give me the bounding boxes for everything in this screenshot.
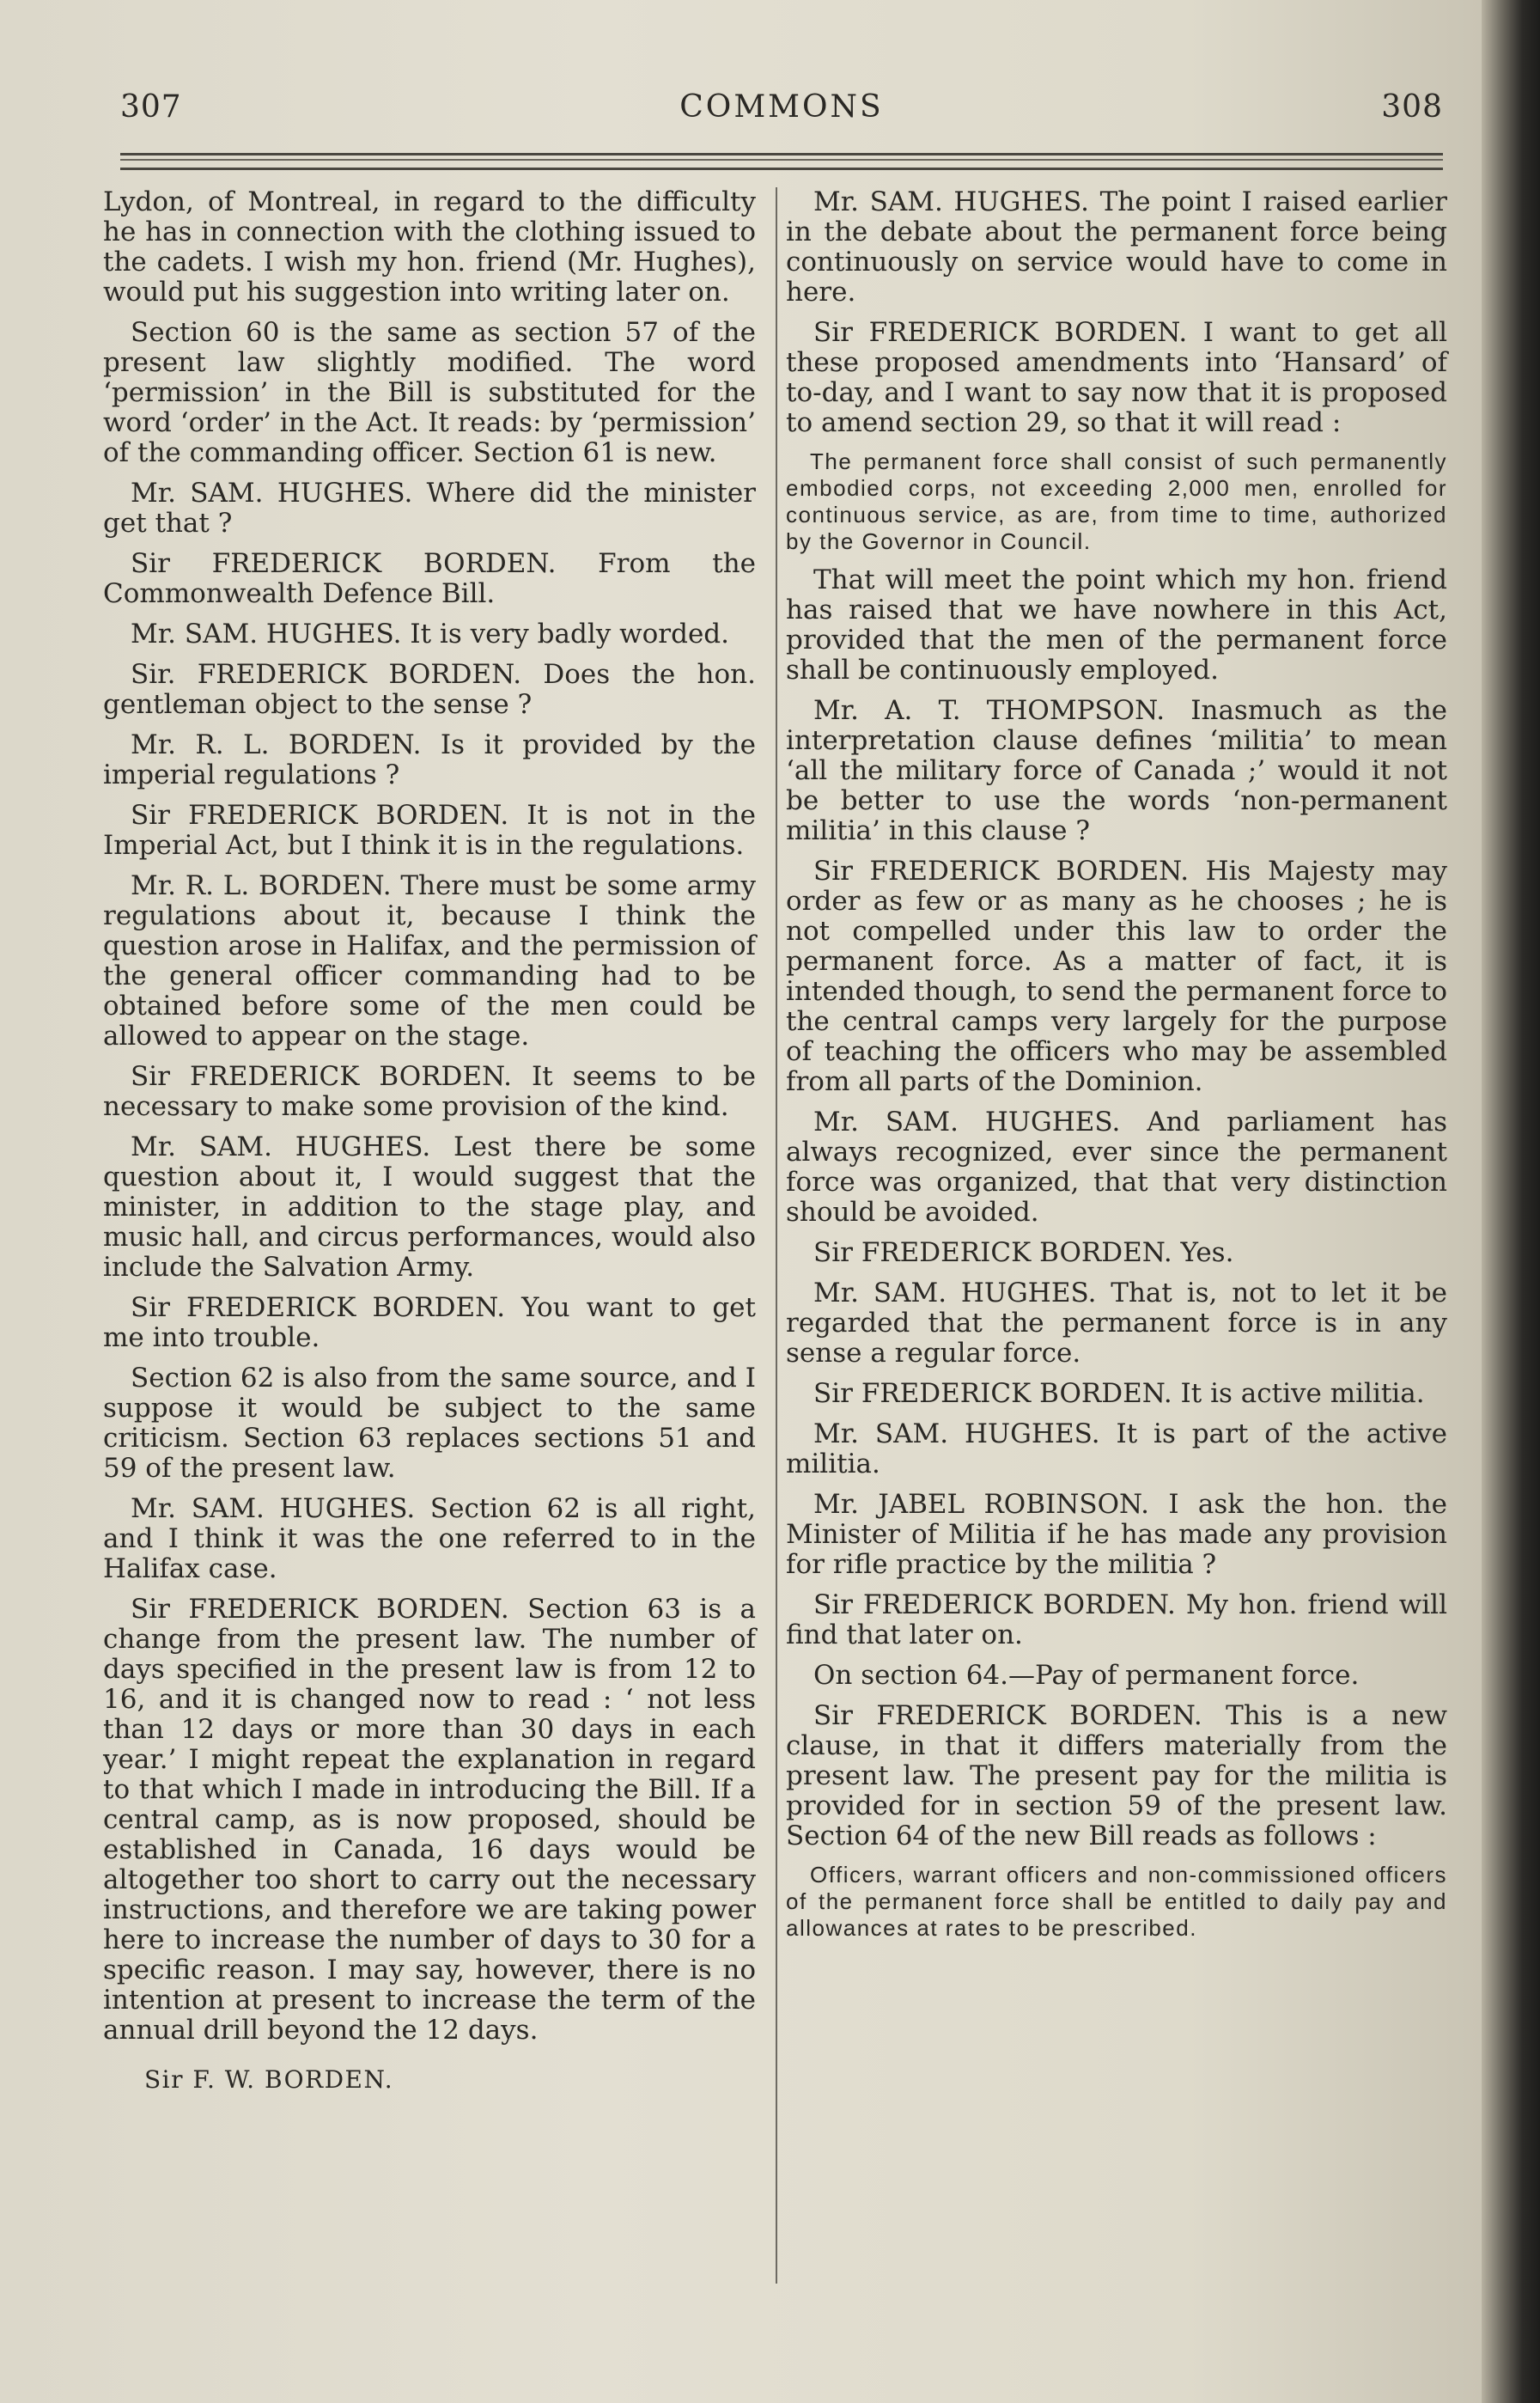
paragraph: Sir FREDERICK BORDEN. It seems to be necessary to make some provision of the kind. bbox=[103, 1061, 756, 1122]
paragraph: Mr. SAM. HUGHES. Lest there be some question about it, I would suggest that the minister, in addition to the stage play, and music hall, and circus performances, would also include the Salvation Army. bbox=[103, 1131, 756, 1283]
right-page-number: 308 bbox=[1381, 89, 1443, 125]
book-spine bbox=[1482, 0, 1540, 2403]
paragraph: Sir FREDERICK BORDEN. His Majesty may order as few or as many as he chooses ; he is not compelled under this law to order the permanent force. As a matter of fact, it is intended though, to send the permanent force to the central camps very largely for the purpose of teaching the officers who may be assembled from all parts of the Dominion. bbox=[786, 856, 1447, 1097]
page-signature: Sir F. W. BORDEN. bbox=[144, 2065, 394, 2094]
quoted-clause: The permanent force shall consist of such permanently embodied corps, not exceeding 2,000 men, enrolled for continuous service, as are, from time to time, authorized by the Governor in Council. bbox=[786, 448, 1447, 554]
paragraph: Sir FREDERICK BORDEN. My hon. friend will find that later on. bbox=[786, 1589, 1447, 1650]
page-header bbox=[120, 89, 1443, 132]
paragraph: Mr. SAM. HUGHES. And parliament has always recognized, ever since the permanent force was organized, that that very distinction should be avoided. bbox=[786, 1107, 1447, 1228]
paragraph: Mr. SAM. HUGHES. Section 62 is all right, and I think it was the one referred to in the Halifax case. bbox=[103, 1493, 756, 1584]
paragraph: Sir FREDERICK BORDEN. It is not in the Imperial Act, but I think it is in the regulations. bbox=[103, 800, 756, 861]
paragraph: Sir FREDERICK BORDEN. You want to get me into trouble. bbox=[103, 1292, 756, 1353]
paragraph: Sir. FREDERICK BORDEN. Does the hon. gentleman object to the sense ? bbox=[103, 659, 756, 720]
paragraph: Mr. R. L. BORDEN. Is it provided by the imperial regulations ? bbox=[103, 729, 756, 790]
paragraph: Mr. R. L. BORDEN. There must be some army regulations about it, because I think the question arose in Halifax, and the permission of the general officer commanding had to be obtained before some of the men could be allowed to appear on the stage. bbox=[103, 870, 756, 1052]
paragraph: Sir FREDERICK BORDEN. From the Commonwealth Defence Bill. bbox=[103, 548, 756, 609]
running-title: COMMONS bbox=[679, 89, 884, 125]
paragraph: Mr. SAM. HUGHES. It is part of the active militia. bbox=[786, 1418, 1447, 1479]
paragraph: Sir FREDERICK BORDEN. This is a new clause, in that it differs materially from the present law. The present pay for the militia is provided for in section 59 of the present law. Section 64 of the new Bill reads as follows : bbox=[786, 1700, 1447, 1851]
paragraph: Sir FREDERICK BORDEN. I want to get all these proposed amendments into ‘Hansard’ of to-day, and I want to say now that it is proposed to amend section 29, so that it will read : bbox=[786, 317, 1447, 438]
paragraph: Mr. SAM. HUGHES. The point I raised earlier in the debate about the permanent force being continuously on service would have to come in here. bbox=[786, 186, 1447, 308]
paragraph: Lydon, of Montreal, in regard to the difficulty he has in connection with the clothing issued to the cadets. I wish my hon. friend (Mr. Hughes), would put his suggestion into writing later on. bbox=[103, 186, 756, 308]
paragraph: That will meet the point which my hon. friend has raised that we have nowhere in this Act, provided that the men of the permanent force shall be continuously employed. bbox=[786, 564, 1447, 686]
paragraph: Mr. SAM. HUGHES. That is, not to let it be regarded that the permanent force is in any sense a regular force. bbox=[786, 1278, 1447, 1369]
header-rule bbox=[120, 153, 1443, 170]
paragraph: Mr. SAM. HUGHES. Where did the minister get that ? bbox=[103, 478, 756, 539]
column-divider bbox=[776, 187, 777, 2284]
paragraph: Sir FREDERICK BORDEN. Section 63 is a change from the present law. The number of days specified in the present law is from 12 to 16, and it is changed now to read : ‘ not less than 12 days or more than 30 days in each year.’ I might repeat the explanation in regard to that which I made in introducing the Bill. If a central camp, as is now proposed, should be established in Canada, 16 days would be altogether too short to carry out the necessary instructions, and therefore we are taking power here to increase the number of days to 30 for a specific reason. I may say, however, there is no intention at present to increase the term of the annual drill beyond the 12 days. bbox=[103, 1594, 756, 2046]
section-heading: On section 64.—Pay of permanent force. bbox=[813, 1660, 1360, 1691]
paragraph: Section 60 is the same as section 57 of the present law slightly modified. The word ‘permission’ in the Bill is substituted for the word ‘order’ in the Act. It reads: by ‘permission’ of the commanding officer. Section 61 is new. bbox=[103, 317, 756, 468]
paragraph: Mr. JABEL ROBINSON. I ask the hon. the Minister of Militia if he has made any provision for rifle practice by the militia ? bbox=[786, 1489, 1447, 1580]
paragraph: Mr. SAM. HUGHES. It is very badly worded. bbox=[131, 619, 730, 650]
left-page-number: 307 bbox=[120, 89, 182, 125]
paragraph: Sir FREDERICK BORDEN. It is active militia. bbox=[813, 1378, 1425, 1409]
quoted-clause: Officers, warrant officers and non-commissioned officers of the permanent force shall be entitled to daily pay and allowances at rates to be prescribed. bbox=[786, 1862, 1447, 1941]
paragraph: Sir FREDERICK BORDEN. Yes. bbox=[813, 1237, 1234, 1268]
paragraph: Mr. A. T. THOMPSON. Inasmuch as the interpretation clause defines ‘militia’ to mean ‘all the military force of Canada ;’ would it not be better to use the words ‘non-permanent militia’ in this clause ? bbox=[786, 695, 1447, 846]
left-column bbox=[103, 187, 756, 2105]
right-column bbox=[786, 187, 1447, 1952]
paragraph: Section 62 is also from the same source, and I suppose it would be subject to the same criticism. Section 63 replaces sections 51 and 59 of the present law. bbox=[103, 1363, 756, 1484]
